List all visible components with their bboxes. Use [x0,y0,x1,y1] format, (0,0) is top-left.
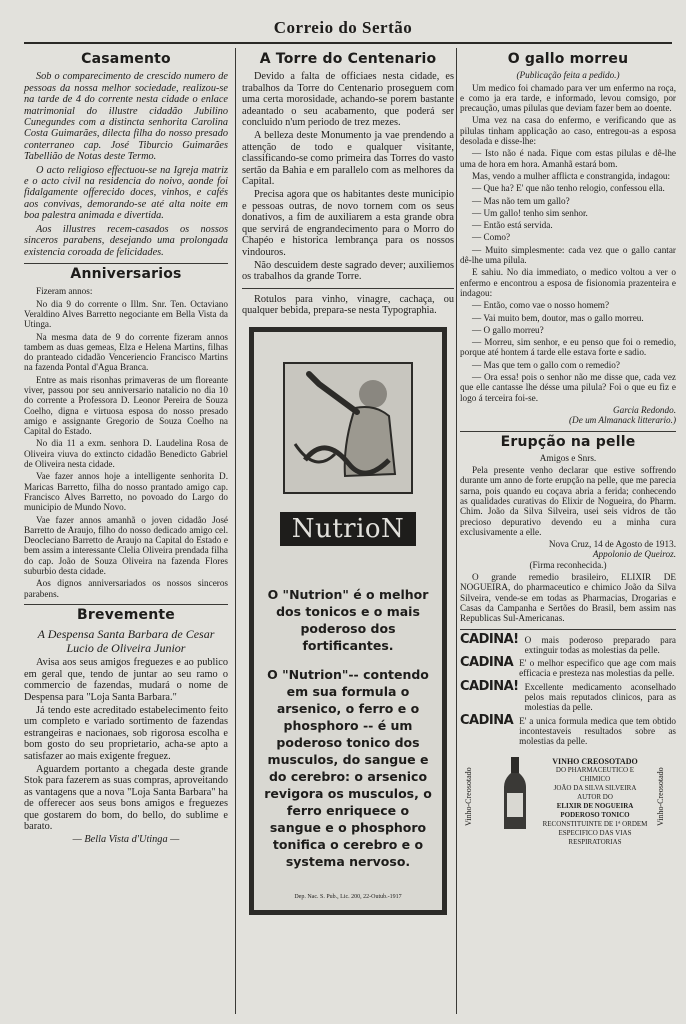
article-paragraph: — Mas não tem um gallo? [472,195,570,206]
article-paragraph: — O gallo morreu? [472,324,544,335]
article-paragraph: O acto religioso effectuou-se na Igreja matriz e o acto civil na residencia do noivo, aonde foi fidalgamente offerecido doces, vinhos, e cafés aos convivas, demorando-se até alta noite em boa palestra animada e divertida. [24,164,228,222]
article-subtitle: (Publicação feita a pedido.) [516,70,620,81]
cadina-text: O mais poderoso preparado para extinguir todas as molestias da pelle. [524,634,676,655]
article-paragraph: Aguardem portanto a chegada deste grande Stok para fazerem as suas compras, aproveitando as vantagens que a nova "Loja Santa Barbara" ha de offerecer aos seus bons amigos e freguezes que gostarem do bom, do bello, do sublime e barato. [24,763,228,833]
article-paragraph: No dia 9 do corrente o Illm. Snr. Ten. Octaviano Veraldino Alves Barretto negociante em Bella Vista da Utinga. [24,298,228,330]
vinho-line: RECONSTITUINTE DE 1ª ORDEM [542,819,648,828]
article-paragraph: Aos illustres recem-casados os nossos sinceros parabens, desejando uma prolongada existencia coroada de felicidades. [24,223,228,258]
article-paragraph: O grande remedio brasileiro, ELIXIR DE NOGUEIRA, do pharmaceutico e chimico João da Silva Silveira, vende-se em todas as Pharmacias, Drogarias e Casas da Campanha e Sertões do Brasil, bem assim nas Republicas Sul-Americanas. [460,572,676,624]
article-paragraph: Vae fazer annos hoje a intelligente senhorita D. Maricas Barretto, filha do nosso prantado amigo cap. Francisco Alves Barretto, no povoado do Largo do municipio de Mundo Novo. [24,471,228,513]
cadina-brand: CADINA [460,712,514,728]
vinho-line: JOÃO DA SILVA SILVEIRA [553,783,637,792]
vinho-line: DO PHARMACEUTICO E CHIMICO [555,765,635,783]
nutrion-logo: NutrioN [280,512,416,546]
article-paragraph: Mas, vendo a mulher afflicta e constrangida, indagou: [472,170,671,181]
article-paragraph: — Um gallo! tenho sim senhor. [472,207,588,218]
article-paragraph: — Morreu, sim senhor, e eu penso que foi o remedio, porque até hontem á tarde elle estava forte e sadio. [460,337,676,358]
article-paragraph: Pela presente venho declarar que estive soffrendo durante um anno de forte erupção na pelle, que me parecia sarna, pois quando eu coçava abria a ferida; conhecendo as qualidades curativas do Elixir de Nogueira, do Pharm. Chim. João da Silva Silveira, usei seis vidros de tão precioso depurativo devendo eu a minha cura exclusivamente a elle. [460,465,676,537]
column-middle [242,50,454,915]
cadina-ad [460,631,676,656]
vinho-line: AUTOR DO [577,792,613,801]
article-paragraph: Devido a falta de officiaes nesta cidade, es trabalhos da Torre do Centenario proseguem com uma certa morosidade, achando-se porem bastante adeantado o seu acabamento, que poderá ser concluido n'um periodo de trez mezes. [242,71,454,129]
article-subtitle: Amigos e Snrs. [539,452,597,463]
letter-firm: (Firma reconhecida.) [529,559,607,570]
article-paragraph: — Mas que tem o gallo com o remedio? [472,359,620,370]
column-left [24,50,228,848]
article-title: Anniversarios [70,265,182,282]
classified-notice: Rotulos para vinho, vinagre, cachaça, ou qualquer bebida, prepara-se nesta Typographia. [242,293,454,317]
letter-signature: Appolonio de Queiroz. [592,549,676,560]
divider [24,263,228,264]
article-paragraph: — Então, como vae o nosso homem? [472,300,610,311]
article-paragraph: Fizeram annos: [36,286,93,297]
vinho-creosotado-ad [460,756,676,846]
article-title: Brevemente [77,606,175,623]
article-paragraph: — Que ha? E' que não tenho relogio, confessou ella. [472,183,665,194]
bottle-icon [502,757,528,831]
cadina-ad [460,712,676,747]
nutrion-advertisement [249,327,447,915]
cadina-brand: CADINA! [460,631,519,647]
divider [460,431,676,432]
divider [24,604,228,605]
article-paragraph: E sahiu. No dia immediato, o medico voltou a ver o enfermo e encontrou a esposa de fisionomia prazenteira e indagou: [460,267,676,298]
article-signature: — Bella Vista d'Utinga — [72,834,180,846]
vinho-line: ESPECIFICO DAS VIAS RESPIRATORIAS [558,828,632,846]
article-paragraph: Entre as mais risonhas primaveras de um floreante viver, passou por seu anniversario natalicio no dia 10 do corrente a Professora D. Leonor Pereira de Souza Coelho, digna e virtuosa esposa do nosso presado amigo e assignante Gregorio de Souza Coelho na Capital do Estado. [24,374,228,437]
cadina-ad [460,678,676,713]
article-paragraph: — Isto não é nada. Fique com estas pilulas e dê-lhe uma de hora em hora. Amanhã estará bom. [460,148,676,169]
vinho-line: ELIXIR DE NOGUEIRA [556,801,634,810]
cadina-text: E' o melhor especifico que age com mais efficacia e presteza nas molestias da pelle. [519,658,676,679]
article-paragraph: Uma vez na casa do enfermo, e verificando que as pilulas tinham applicação ao caso, entregou-as a esposa desolada e disse-lhe: [460,115,676,147]
article-paragraph: — Então está servida. [472,220,553,231]
masthead: Correio do Sertão [273,18,413,37]
column-divider [456,48,457,1014]
cadina-brand: CADINA [460,655,514,671]
article-paragraph: Vae fazer annos amanhã o joven cidadão José Barretto de Araujo, filho do nosso dedicado amigo cel. Deocleciano Barretto de Araujo na Capital do Estado e bem assim a interessante Clelia Oliveira prendada filha do cap. João de Souza Oliveira na fazenda Flores suburbio desta cidade. [24,514,228,577]
vinho-title: VINHO CREOSOTADO [552,756,638,766]
vinho-line: PODEROSO TONICO [560,810,630,819]
column-divider [235,48,236,1014]
article-paragraph: A belleza deste Monumento ja vae prendendo a attenção de todo e qualquer visitante, classificando-se como primeira das Torres do vasto sertão da Bahia e em parallelo com as melhores da Capital. [242,130,454,188]
article-subtitle: A Despensa Santa Barbara de Cesar Lucio de Oliveira Junior [37,627,215,656]
article-paragraph: — Como? [472,232,511,243]
article-paragraph: Não descuidem deste sagrado dever; auxiliemos os trabalhos da grande Torre. [242,259,454,283]
article-paragraph: — Ora essa! pois o senhor não me disse que, cada vez que elle cantasse lhe désse uma pilula? Foi o que eu fiz e logo á terceira foi-se. [460,372,676,403]
article-paragraph: Já tendo este acreditado estabelecimento feito um completo e variado sortimento de fazendas estrangeiras e nacionaes, sob rigorosa escolha e bom gosto do seu proprietario, acha-se apto a satisfazer ao mais exigente freguez. [24,704,228,762]
article-paragraph: Precisa agora que os habitantes deste municipio e pessoas outras, de novo tornem com os seus donativos, a fim de auxiliarem a esta grande obra que servirá de engrandecimento para o Morro do Chapéo e historica lembrança para os nossos vindouros. [242,189,454,258]
article-paragraph: — Muito simplesmente: cada vez que o gallo cantar dê-lhe uma pilula. [460,244,676,266]
article-paragraph: No dia 11 a exm. senhora D. Laudelina Rosa de Oliveira viuva do extincto cidadão Benedicto Gabriel de Oliveira nesta cidade. [24,438,228,470]
cadina-text: E' a unica formula medica que tem obtido incontestaveis resultados sobre as molestias da pelle. [519,715,676,747]
cadina-text: Excellente medicamento aconselhado pelos mais reputados clinicos, para as molestias da pelle. [524,681,676,713]
article-author: Garcia Redondo. [613,404,676,415]
cadina-brand: CADINA! [460,678,519,694]
masthead-rule [24,42,672,44]
letter-date: Nova Cruz, 14 de Agosto de 1913. [548,539,676,550]
ad-text: O "Nutrion"-- contendo em sua formula o arsenico, o ferro e o phosphoro -- é um poderoso tonico dos musculos, do sangue e do cerebro: o arsenico revigora os musculos, o ferro enriquece o sangue e o phosphoro tonifica o cerebro e o systema nervoso. [264,666,432,869]
divider [460,629,676,630]
ad-license: Dep. Nac. S. Pub., Lic. 200, 22-Outub.-1917 [294,894,402,901]
article-paragraph: — Vai muito bem, doutor, mas o gallo morreu. [472,312,644,323]
article-paragraph: Na mesma data de 9 do corrente fizeram annos tambem as duas gemeas, Elza e Helena Martins, filhas do pranteado cidadão Venceriencio Francisco Martins na fazenda Pontal d'Agua Branca. [24,331,228,373]
divider [242,288,454,289]
column-right [460,50,676,846]
article-title: Casamento [81,51,171,67]
athlete-illustration [283,362,413,494]
article-paragraph: Um medico foi chamado para ver um enfermo na roça, e como ja era tarde, e informado, levou comsigo, por precaução, umas pilulas que deviam fazer bem ao doente. [460,82,676,114]
article-title: Erupção na pelle [500,433,636,450]
article-source: (De um Almanack litterario.) [569,415,676,426]
article-paragraph: Sob o comparecimento de crescido numero de pessoas da nossa melhor sociedade, realizou-se na tarde de 4 do corrente nesta cidade o enlace matrimonial do illustre cidadão Jubilino Cunegundes com a distincta senhorita Carolina Costa Guimarães, dilecta filha do nosso presado conterraneo cap. José Tiburcio Guimarães Tabellião de Notas deste Termo. [24,71,228,163]
article-paragraph: Aos dignos anniversariados os nossos sinceros parabens. [24,578,228,599]
cadina-ad [460,655,676,679]
article-title: O gallo morreu [507,51,629,67]
article-title: A Torre do Centenario [259,51,437,67]
ad-text: O "Nutrion" é o melhor dos tonicos e o mais poderoso dos fortificantes. [267,586,429,653]
article-paragraph: Avisa aos seus amigos freguezes e ao publico em geral que, tendo de juntar ao seu ramo o commercio de fazendas, mudará o nome de Despensa para "Loja Santa Barbara." [24,657,228,703]
ad-side-text: Vinho-Creosotado [464,767,473,826]
ad-side-text: Vinho-Creosotado [656,767,665,826]
